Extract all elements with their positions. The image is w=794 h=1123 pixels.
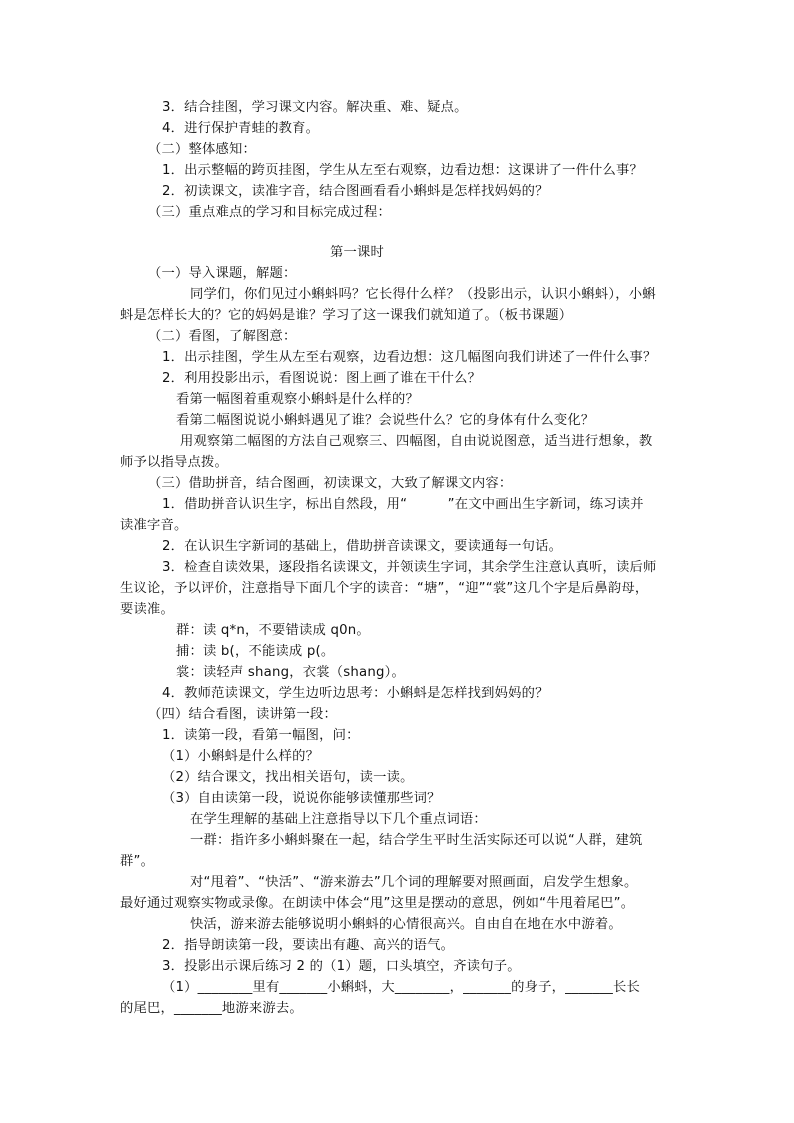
text-line: （2）结合课文，找出相关语句，读一读。 [162,770,414,785]
section-heading: （三）借助拼音，结合图画，初读课文，大致了解课文内容： [148,476,513,491]
text-line: 1．借助拼音认识生字，标出自然段，用“ ”在文中画出生字新词，练习读并 [162,497,644,512]
text-line: 要读准。 [120,602,174,617]
text-line: 1．读第一段，看第一幅图，问： [162,728,360,743]
text-line: 生议论，予以评价，注意指导下面几个字的读音：“塘”，“迎”“裳”这几个字是后鼻韵母， [120,581,649,596]
text-line: （3）自由读第一段，说说你能够读懂那些词？ [162,791,441,806]
text-line: 3．结合挂图，学习课文内容。解决重、难、疑点。 [162,100,468,115]
text-line: 2．在认识生字新词的基础上，借助拼音读课文，要读通每一句话。 [162,539,563,554]
fill-in-blank-exercise: 的尾巴，_______地游来游去。 [120,1001,303,1016]
text-line: 看第二幅图说说小蝌蚪遇见了谁？会说些什么？它的身体有什么变化？ [176,413,595,428]
fill-in-blank-exercise: （1）________里有_______小蝌蚪，大________，_______的身子，_______长长 [162,980,641,995]
section-heading: （四）结合看图，读讲第一段： [148,707,337,722]
text-line: 对“甩着”、“快活”、“游来游去”几个词的理解要对照画面，启发学生想象。 [190,875,638,890]
text-line: 师予以指导点拨。 [120,455,228,470]
text-line: 2．初读课文，读准字音，结合图画看看小蝌蚪是怎样找妈妈的？ [162,184,549,199]
text-line: 2．利用投影出示，看图说说：图上画了谁在干什么？ [162,371,482,386]
text-line: 3．检查自读效果，逐段指名读课文，并领读生字词，其余学生注意认真听，读后师 [162,560,657,575]
pronunciation-note: 裳：读轻声 shang，衣裳（shang）。 [176,665,405,680]
lesson-title: 第一课时 [330,245,384,260]
text-line: 2．指导朗读第一段，要读出有趣、高兴的语气。 [162,938,455,953]
section-heading: （二）整体感知： [148,142,256,157]
text-line: 1．出示挂图，学生从左至右观察，边看边想：这几幅图向我们讲述了一件什么事？ [162,350,657,365]
pronunciation-note: 群：读 q*n，不要错读成 q0n。 [176,623,370,638]
section-heading: （三）重点难点的学习和目标完成过程： [148,205,391,220]
pronunciation-note: 捕：读 b(，不能读成 p(。 [176,644,335,659]
section-heading: （二）看图，了解图意： [148,329,297,344]
text-line: 最好通过观察实物或录像。在朗读中体会“甩”这里是摆动的意思，例如“牛甩着尾巴”。 [120,896,635,911]
text-line: 4．进行保护青蛙的教育。 [162,121,320,136]
text-line: 用观察第二幅图的方法自己观察三、四幅图，自由说说图意，适当进行想象，教 [180,434,653,449]
text-line: 看第一幅图着重观察小蝌蚪是什么样的？ [176,392,419,407]
text-line: 群”。 [120,854,155,869]
section-heading: （一）导入课题，解题： [148,266,297,281]
text-line: （1）小蝌蚪是什么样的？ [162,749,320,764]
text-line: 4．教师范读课文，学生边听边思考：小蝌蚪是怎样找到妈妈的？ [162,686,549,701]
text-line: 在学生理解的基础上注意指导以下几个重点词语： [190,812,487,827]
text-line: 1．出示整幅的跨页挂图，学生从左至右观察，边看边想：这课讲了一件什么事？ [162,163,644,178]
text-line: 一群：指许多小蝌蚪聚在一起，结合学生平时生活实际还可以说“人群，建筑 [190,833,643,848]
text-line: 同学们，你们见过小蝌蚪吗？它长得什么样？（投影出示，认识小蝌蚪），小蝌 [190,287,656,302]
text-line: 3．投影出示课后练习 2 的（1）题，口头填空，齐读句子。 [162,959,521,974]
text-line: 读准字音。 [120,518,188,533]
text-line: 快活，游来游去能够说明小蝌蚪的心情很高兴。自由自在地在水中游着。 [190,917,622,932]
text-line: 蚪是怎样长大的？它的妈妈是谁？学习了这一课我们就知道了。（板书课题） [120,308,573,323]
